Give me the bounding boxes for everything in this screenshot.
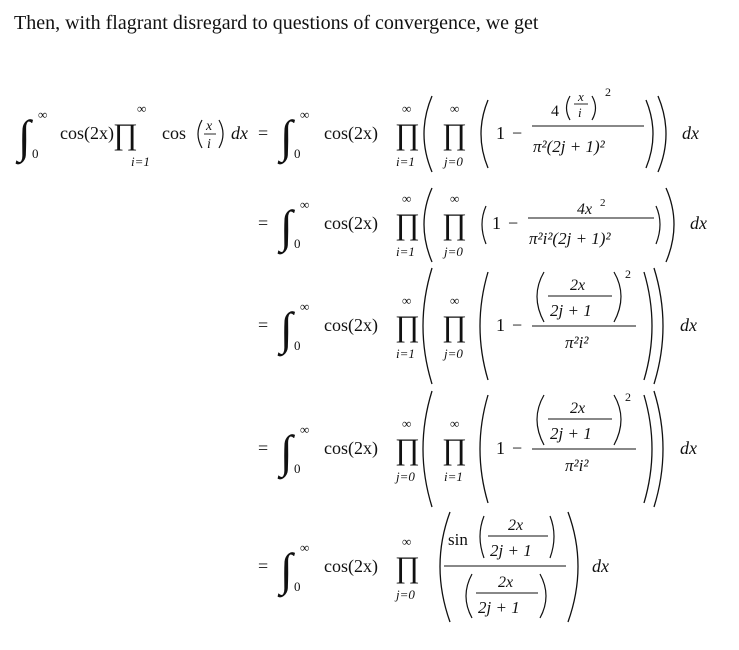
left-paren — [537, 272, 544, 322]
frac-denominator: i — [578, 105, 582, 120]
right-paren — [654, 391, 663, 507]
equals-sign: = — [258, 213, 269, 233]
product-upper: ∞ — [450, 293, 460, 308]
right-paren — [656, 206, 660, 244]
upper-limit: ∞ — [38, 107, 48, 122]
right-paren — [550, 516, 554, 558]
frac-numerator: x — [206, 119, 213, 134]
inner-numerator: 2x — [498, 574, 514, 591]
right-paren — [614, 272, 621, 322]
numerator-coefficient: 4 — [551, 103, 559, 120]
cos-text: cos — [162, 123, 186, 143]
product-lower: i=1 — [396, 346, 415, 361]
left-paren — [466, 574, 472, 618]
left-paren — [424, 188, 432, 262]
left-paren — [423, 268, 432, 384]
cos2x: cos(2x) — [324, 123, 378, 143]
left-paren — [423, 391, 432, 507]
left-paren — [481, 100, 488, 168]
upper-limit: ∞ — [300, 197, 310, 212]
integral-sign: ∫ — [280, 544, 293, 595]
left-paren — [480, 272, 488, 380]
product-lower: i=1 — [131, 154, 150, 169]
denominator: π²i² — [565, 456, 589, 475]
integral-sign: ∫ — [18, 111, 31, 162]
left-paren — [198, 120, 202, 148]
upper-limit: ∞ — [300, 422, 310, 437]
minus-sign: − — [512, 438, 523, 458]
product-upper: ∞ — [402, 101, 412, 116]
product-upper: ∞ — [402, 191, 412, 206]
exponent: 2 — [605, 85, 611, 99]
product-sign: ∏ — [442, 310, 467, 343]
denominator: π²i²(2j + 1)² — [529, 229, 611, 248]
product-sign: ∏ — [442, 118, 467, 151]
inner-denominator: 2j + 1 — [478, 598, 520, 617]
inner-denominator: 2j + 1 — [550, 424, 592, 443]
product-upper: ∞ — [402, 534, 412, 549]
cos2x: cos(2x) — [324, 213, 378, 233]
product-lower: j=0 — [444, 154, 463, 169]
right-paren — [646, 100, 653, 168]
denominator: π²(2j + 1)² — [533, 137, 605, 156]
left-paren — [480, 395, 488, 503]
equation-line-5 — [258, 512, 609, 622]
integral-sign: ∫ — [280, 111, 293, 162]
minus-sign: − — [508, 213, 519, 233]
product-lower: i=1 — [444, 469, 463, 484]
cos2x: cos(2x) — [324, 315, 378, 335]
cos2x: cos(2x) — [324, 556, 378, 576]
right-paren — [654, 268, 663, 384]
product-sign: ∏ — [442, 433, 467, 466]
left-paren — [440, 512, 450, 622]
left-paren — [567, 96, 571, 120]
product-upper: ∞ — [402, 293, 412, 308]
product-upper: ∞ — [450, 191, 460, 206]
product-sign: ∏ — [442, 208, 467, 241]
inner-numerator: 2x — [508, 517, 524, 534]
product-lower: i=1 — [396, 244, 415, 259]
upper-limit: ∞ — [300, 107, 310, 122]
left-paren — [424, 96, 432, 172]
equation-line-4 — [258, 390, 697, 507]
minus-sign: − — [512, 315, 523, 335]
product-sign: ∏ — [395, 208, 420, 241]
product-lower: j=0 — [396, 587, 415, 602]
lower-limit: 0 — [294, 579, 301, 594]
inner-denominator: 2j + 1 — [490, 541, 532, 560]
sin-text: sin — [448, 530, 468, 549]
right-paren — [592, 96, 596, 120]
product-upper: ∞ — [450, 416, 460, 431]
right-paren — [614, 395, 621, 445]
dx-text: dx — [680, 438, 697, 458]
lower-limit: 0 — [294, 338, 301, 353]
left-paren — [482, 206, 486, 244]
equals-sign: = — [258, 315, 269, 335]
equation-line-1 — [15, 85, 699, 172]
product-upper: ∞ — [450, 101, 460, 116]
lower-limit: 0 — [32, 146, 39, 161]
product-sign: ∏ — [395, 551, 420, 584]
integral-sign: ∫ — [280, 303, 293, 354]
dx-text: dx — [690, 213, 707, 233]
product-sign: ∏ — [395, 118, 420, 151]
product-lower: j=0 — [444, 346, 463, 361]
right-paren — [658, 96, 666, 172]
product-sign: ∏ — [395, 310, 420, 343]
one: 1 — [496, 123, 505, 143]
equals-sign: = — [258, 123, 269, 143]
one: 1 — [492, 213, 501, 233]
left-paren — [480, 516, 484, 558]
right-paren — [644, 395, 652, 503]
lower-limit: 0 — [294, 146, 301, 161]
one: 1 — [496, 438, 505, 458]
intro-text: Then, with flagrant disregard to questions of convergence, we get — [14, 12, 539, 34]
dx-text: dx — [592, 556, 609, 576]
product-lower: j=0 — [396, 469, 415, 484]
equals-sign: = — [258, 556, 269, 576]
product-upper: ∞ — [402, 416, 412, 431]
product-lower: i=1 — [396, 154, 415, 169]
product-lower: j=0 — [444, 244, 463, 259]
one: 1 — [496, 315, 505, 335]
exponent: 2 — [625, 267, 631, 281]
dx-text: dx — [680, 315, 697, 335]
integral-sign: ∫ — [280, 201, 293, 252]
lower-limit: 0 — [294, 236, 301, 251]
inner-numerator: 2x — [570, 400, 586, 417]
right-paren — [540, 574, 546, 618]
inner-numerator: 2x — [570, 277, 586, 294]
numerator: 4x — [577, 201, 593, 218]
inner-denominator: 2j + 1 — [550, 301, 592, 320]
left-paren — [537, 395, 544, 445]
minus-sign: − — [512, 123, 523, 143]
cos2x: cos(2x) — [324, 438, 378, 458]
lower-limit: 0 — [294, 461, 301, 476]
exponent: 2 — [600, 197, 606, 209]
cos2x: cos(2x) — [60, 123, 114, 143]
right-paren — [644, 272, 652, 380]
dx-text: dx — [682, 123, 699, 143]
right-paren — [219, 120, 223, 148]
product-sign: ∏ — [113, 118, 138, 151]
frac-numerator: x — [578, 89, 584, 104]
integral-sign: ∫ — [280, 426, 293, 477]
upper-limit: ∞ — [300, 299, 310, 314]
product-sign: ∏ — [395, 433, 420, 466]
equation-line-2 — [258, 188, 707, 262]
frac-denominator: i — [207, 137, 211, 152]
equation-line-3 — [258, 267, 697, 384]
equals-sign: = — [258, 438, 269, 458]
exponent: 2 — [625, 390, 631, 404]
right-paren — [568, 512, 578, 622]
product-upper: ∞ — [137, 101, 147, 116]
denominator: π²i² — [565, 333, 589, 352]
upper-limit: ∞ — [300, 540, 310, 555]
dx-text: dx — [231, 123, 248, 143]
right-paren — [666, 188, 674, 262]
